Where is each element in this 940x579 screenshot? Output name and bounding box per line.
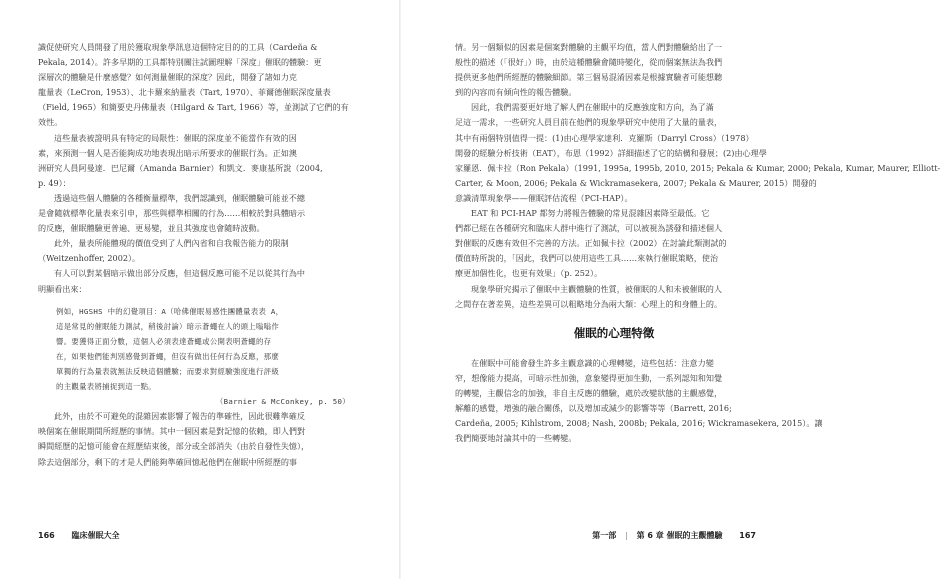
text-line: Carter, & Moon, 2006; Pekala & Wickramasekera, 2007; Pekala & Maurer, 2015）開發的 <box>455 177 817 188</box>
text-line: 效性。 <box>38 117 63 128</box>
text-line: 因此，我們需要更好地了解人們在催眠中的反應強度和方向，為了滿 <box>471 102 714 113</box>
book-gutter <box>399 0 401 579</box>
quote-line: 例如，HGSHS 中的幻覺項目：A（哈佛催眠易感性團體量表表 A， <box>56 306 284 316</box>
footer-chapter: 第 6 章 催眠的主觀體驗 <box>636 531 723 540</box>
text-line: 透過這些個人體驗的各種衡量標準，我們認識到，催眠體驗可能並不總 <box>54 192 305 203</box>
text-line: 到的內容而有傾向性的報告體驗。 <box>455 87 577 98</box>
text-line: Cardeña, 2005; Kihlstrom, 2008; Nash, 2008b; Pekala, 2016; Wickramasekera, 2015）。讓 <box>455 418 823 429</box>
text-line: 龍量表（LeCron, 1953）、北卡羅來納量表（Tart, 1970）、菲爾德催眠深度量表 <box>38 87 331 98</box>
quote-line: 的主觀量表將捕捉到這一點。 <box>56 382 156 392</box>
quote-line: 單獨的行為量表就無法反映這個體驗；而要求對經驗強度進行評級 <box>56 366 280 376</box>
left-page <box>38 40 356 470</box>
footer-separator: | <box>625 531 628 540</box>
paragraph-introspection <box>38 236 356 266</box>
text-line: 此外，量表所能體現的價值受到了人們內省和自我報告能力的限制 <box>54 238 289 249</box>
block-quote <box>38 304 356 410</box>
right-page <box>455 40 940 446</box>
quote-line: 這是常見的催眠能力測試，稍後討論）暗示蒼蠅在人的頭上嗡嗡作 <box>56 321 280 331</box>
text-line: 瞬間經歷的記憶可能會在經歷結束後，部分或全部消失（由於自發性失憶）， <box>38 441 310 452</box>
text-line: 的轉變，主觀信念的加強，非自主反應的體驗，處於改變狀態的主觀感覺， <box>455 387 723 398</box>
text-line: Pekala, 2014）。許多早期的工具都特別關注試圖理解「深度」催眠的體驗：更 <box>38 57 322 68</box>
text-line: 這些量表被證明具有特定的局限性：催眠的深度並不能當作有效的因 <box>54 132 297 143</box>
text-line: 現象學研究揭示了催眠中主觀體驗的性質，被催眠的人和未被催眠的人 <box>471 283 722 294</box>
text-line: 情。另一個類似的因素是個案對體驗的主觀平均值，當人們對體驗給出了一 <box>455 42 723 52</box>
section-heading: 催眠的心理特徵 <box>573 325 655 340</box>
text-line: 般性的描述（「很好」）時，由於這種體驗會隨時變化，從而個案無法為我們 <box>455 57 723 68</box>
text-line: 對催眠的反應有效但不完善的方法。正如佩卡拉（2002）在討論此類測試的 <box>455 238 727 249</box>
text-line: 價值時所說的，「因此，我們可以使用這些工具……來執行催眠策略，使治 <box>455 253 719 264</box>
text-line: 有人可以對某個暗示做出部分反應，但這個反應可能不足以從其行為中 <box>54 268 305 279</box>
text-line: 之間存在著差異，這些差異可以粗略地分為兩大類：心理上的和身體上的。 <box>455 298 723 309</box>
text-line: 映個案在催眠期間所經歷的事情。其中一個因素是對記憶的依賴，即人們對 <box>38 426 306 437</box>
quote-line: 在，如果他們能判別感覺到蒼蠅，但沒有做出任何行為反應，那麼 <box>56 351 280 361</box>
paragraph-experience <box>38 191 356 236</box>
text-line: 我們簡要地討論其中的一些轉變。 <box>455 433 577 444</box>
paragraph-scales <box>455 100 940 206</box>
text-line: （Field, 1965）和簡要史丹佛量表（Hilgard & Tart, 1966）等，並測試了它們的有 <box>38 102 349 113</box>
running-title: 臨床催眠大全 <box>71 531 120 540</box>
text-line: 洲研究人員阿曼達．巴尼爾（Amanda Barnier）和凱文．麥康基所說（2004, <box>38 162 323 173</box>
text-line: EAT 和 PCI-HAP 都努力將報告體驗的常見混雜因素降至最低。它 <box>471 208 710 219</box>
paragraph-psych-shifts <box>455 356 823 447</box>
text-line: 除去這個部分，剩下的才是人們能夠準確回憶起他們在催眠中所經歷的事 <box>38 456 298 467</box>
text-line: p. 49）： <box>38 177 71 188</box>
paragraph-eat-pci <box>455 206 773 281</box>
text-line: 解離的感覺，增強的融合關係，以及增加或減少的影響等等（Barrett, 2016; <box>455 402 732 413</box>
page-number: 167 <box>739 531 756 540</box>
page-number: 166 <box>38 531 55 540</box>
text-line: 們都已經在各種研究和臨床人群中進行了測試，可以被視為誘發和描述個人 <box>455 223 723 234</box>
text-line: 在催眠中可能會發生許多主觀意識的心理轉變，這些包括：注意力變 <box>471 357 714 368</box>
paragraph-limitations <box>38 131 356 191</box>
right-footer <box>592 530 756 541</box>
text-line: 開發的經驗分析技術（EAT），布恩（1992）詳細描述了它的結構和發展；(2)由心理學 <box>455 147 767 158</box>
text-line: 識促使研究人員開發了用於獲取現象學訊息這個特定目的的工具（Cardeña & <box>38 42 318 52</box>
text-line: 窄，想像能力提高，可暗示性加強，意象變得更加生動，一系列認知和知覺 <box>455 372 723 383</box>
footer-part: 第一部 <box>592 531 617 540</box>
paragraph-confounds <box>38 409 356 469</box>
paragraph-partial-response <box>38 266 356 296</box>
text-line: 療更加個性化，也更有效果」（p. 252）。 <box>455 268 603 279</box>
text-line: 是會隨就標準化量表來引申，那些與標準相關的行為……相較於對具體暗示 <box>38 208 306 219</box>
text-line: 此外，由於不可避免的混雜因素影響了報告的準確性，因此很難準確反 <box>54 411 305 422</box>
text-line: 其中有兩個特別值得一提：(1)由心理學家達利．克羅斯（Darryl Cross）（1978） <box>455 132 754 143</box>
paragraph-confounds-cont <box>455 40 773 100</box>
paragraph-tools <box>38 40 356 131</box>
text-line: （Weitzenhoffer, 2002）。 <box>38 253 141 264</box>
left-footer <box>38 530 120 541</box>
text-line: 意識清單現象學——催眠評估流程（PCI-HAP）。 <box>455 192 633 203</box>
text-line: 提供更多他們所經歷的體驗細節。第三個易混淆因素是根據實驗者可能想聽 <box>455 72 723 83</box>
text-line: 足這一需求，一些研究人員目前在他們的現象學研究中使用了大量的量表， <box>455 117 723 128</box>
text-line: 明顯看出來： <box>38 283 87 294</box>
quote-citation: （Barnier & McConkey, p. 50） <box>215 397 350 407</box>
text-line: 深層次的體驗是什麼感覺？如何測量催眠的深度？因此，開發了諸如力克 <box>38 72 298 83</box>
paragraph-phenomenology <box>455 282 773 312</box>
text-line: 的反應，催眠體驗更普遍、更易變，並且其強度也會隨時波動。 <box>38 223 265 234</box>
text-line: 素，來預測一個人是否能夠成功地表現出暗示所要求的催眠行為。正如澳 <box>38 147 298 158</box>
text-line: 家羅恩．佩卡拉（Ron Pekala）（1991, 1995a, 1995b, 2010, 2015; Pekala & Kumar, 2000; Pekala, Kumar, Maurer, Elliott- <box>455 162 940 173</box>
quote-line: 響。要獲得正面分數，這個人必須表達蒼蠅或公開表明蒼蠅的存 <box>56 336 272 346</box>
